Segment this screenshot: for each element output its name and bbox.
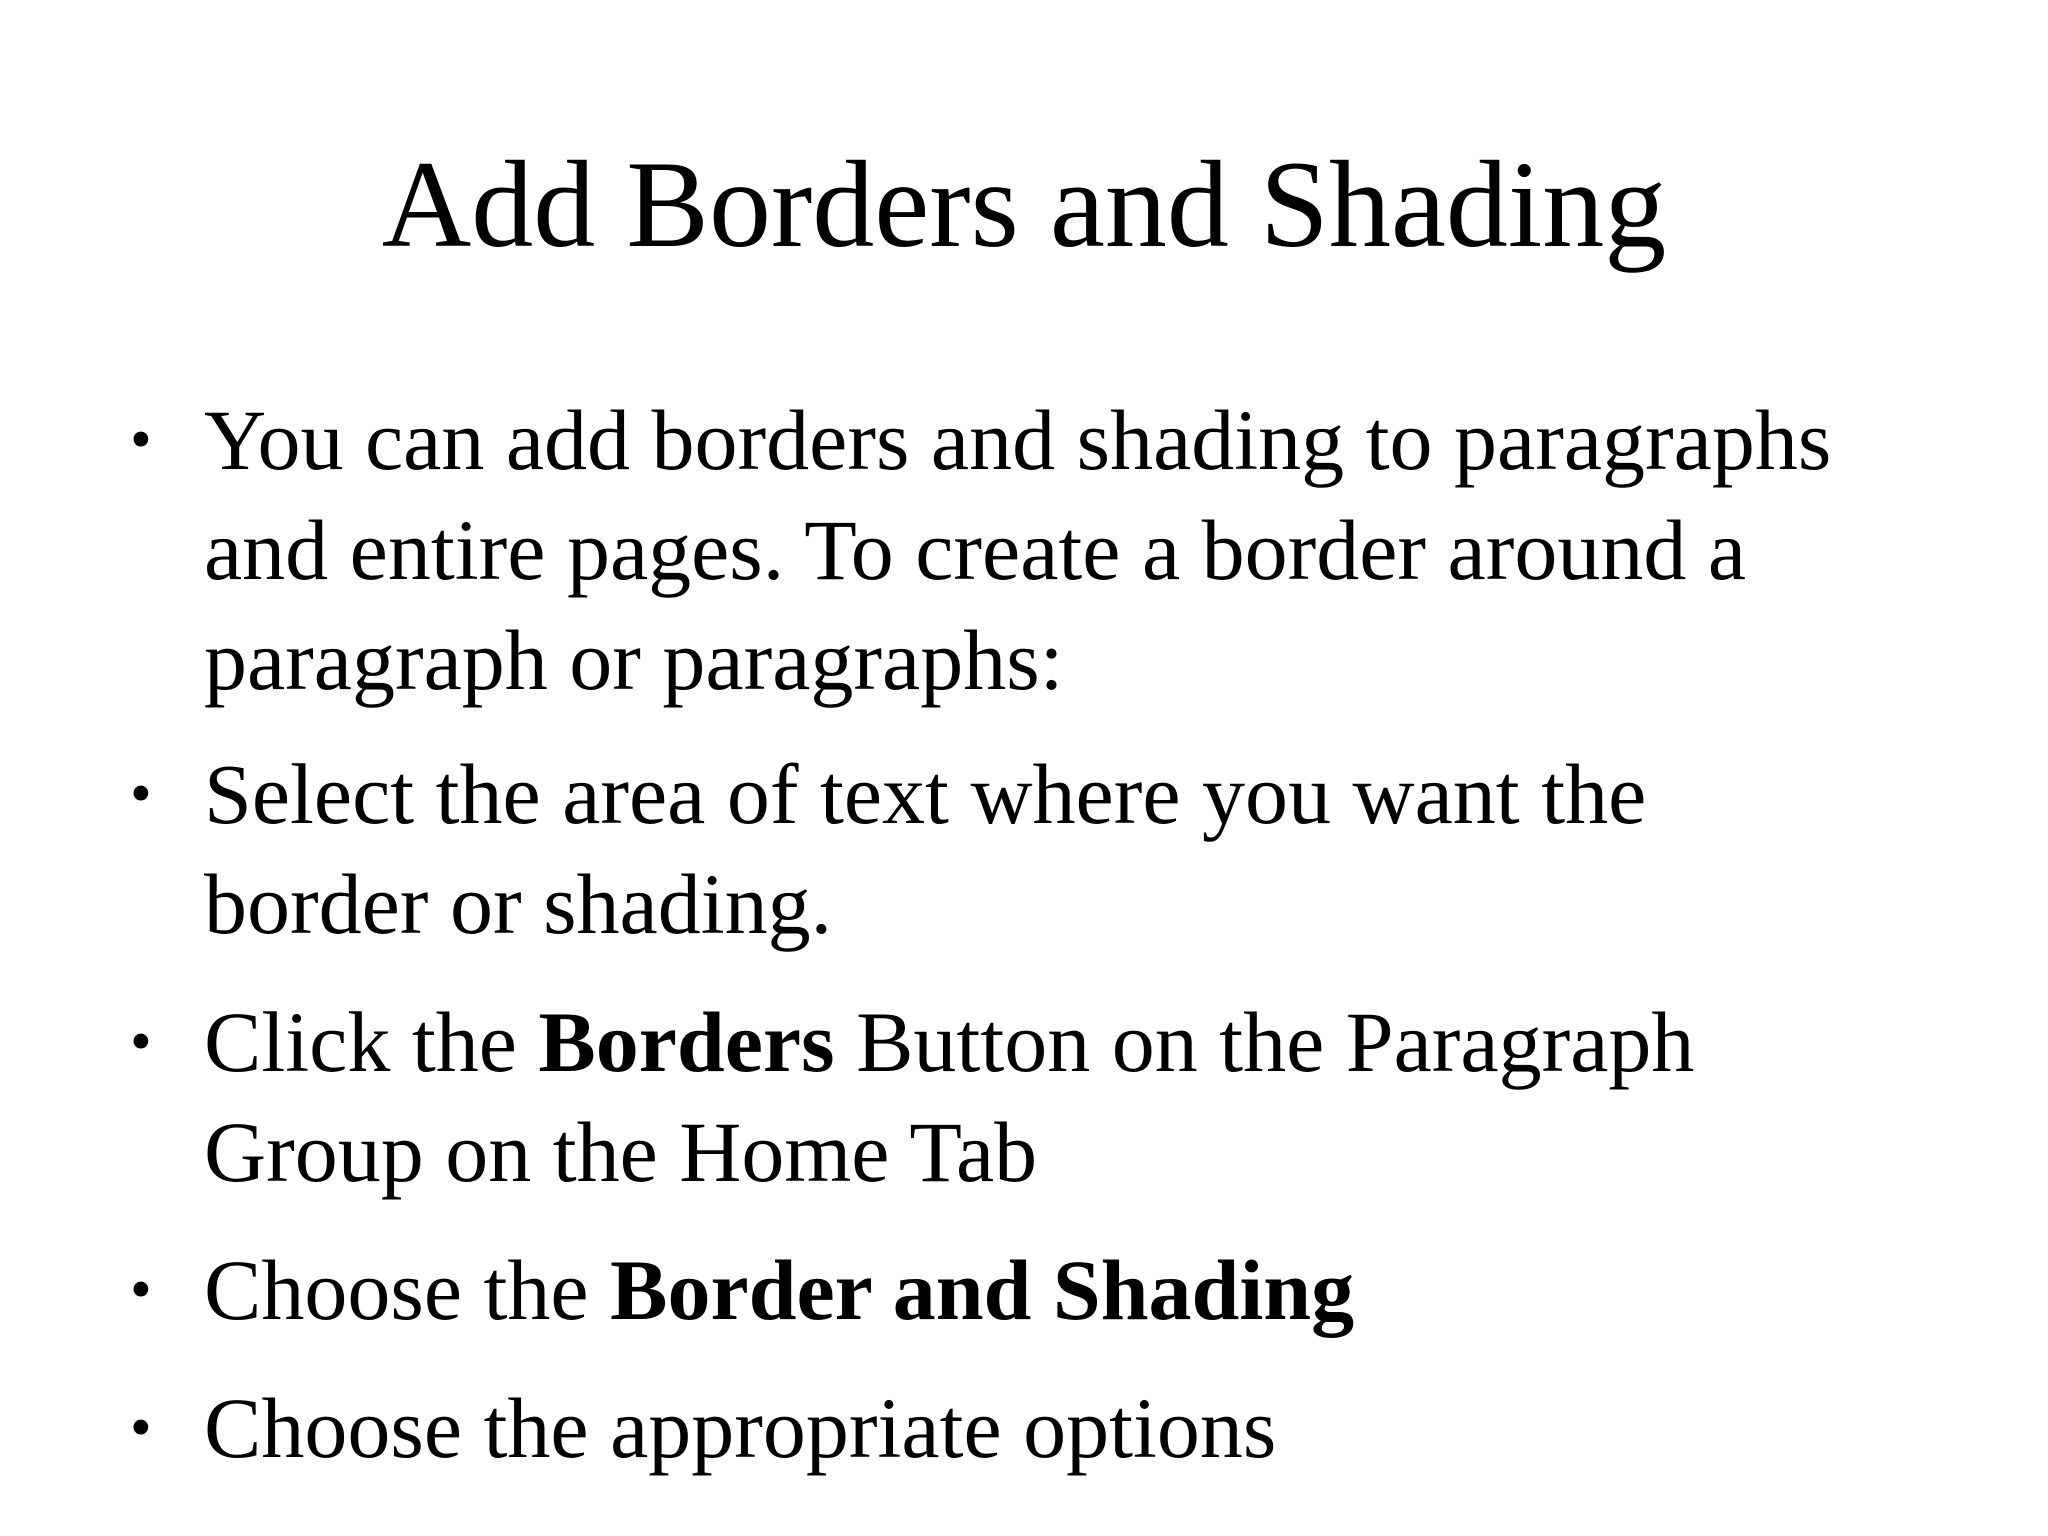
bullet-item-5 — [130, 1373, 2010, 1483]
bullet-3-text-after: Button on the Paragraph — [834, 994, 1695, 1090]
bullet-2-line-1: Select the area of text where you want the — [204, 746, 1647, 842]
bullet-3-line-1 — [204, 987, 2010, 1097]
bullet-icon: • — [130, 406, 152, 474]
border-and-shading-term: Border and Shading — [610, 1242, 1355, 1338]
bullet-5-line-1: Choose the appropriate options — [204, 1380, 1277, 1476]
bullet-icon: • — [130, 1256, 152, 1324]
bullet-4-line-1 — [204, 1235, 2010, 1345]
bullet-icon: • — [130, 1008, 152, 1076]
slide-title: Add Borders and Shading — [381, 136, 1667, 273]
bullet-1-line-2: and entire pages. To create a border around a — [204, 502, 1747, 598]
bullet-item-4 — [130, 1235, 2010, 1345]
bullet-3-line-2: Group on the Home Tab — [204, 1104, 1038, 1200]
borders-button-term: Borders — [538, 994, 835, 1090]
bullet-item-2 — [130, 739, 2010, 959]
bullet-1-line-3: paragraph or paragraphs: — [204, 612, 1064, 708]
bullet-3-text-before: Click the — [204, 994, 539, 1090]
bullet-item-1 — [130, 385, 2010, 715]
bullet-4-text-before: Choose the — [204, 1242, 611, 1338]
bullet-icon: • — [130, 760, 152, 828]
bullet-icon: • — [130, 1394, 152, 1462]
bullet-2-line-2: border or shading. — [204, 856, 833, 952]
bullet-item-3 — [130, 987, 2010, 1207]
bullet-1-line-1: You can add borders and shading to paragraphs — [204, 392, 1832, 488]
bullet-list — [130, 385, 2010, 1507]
